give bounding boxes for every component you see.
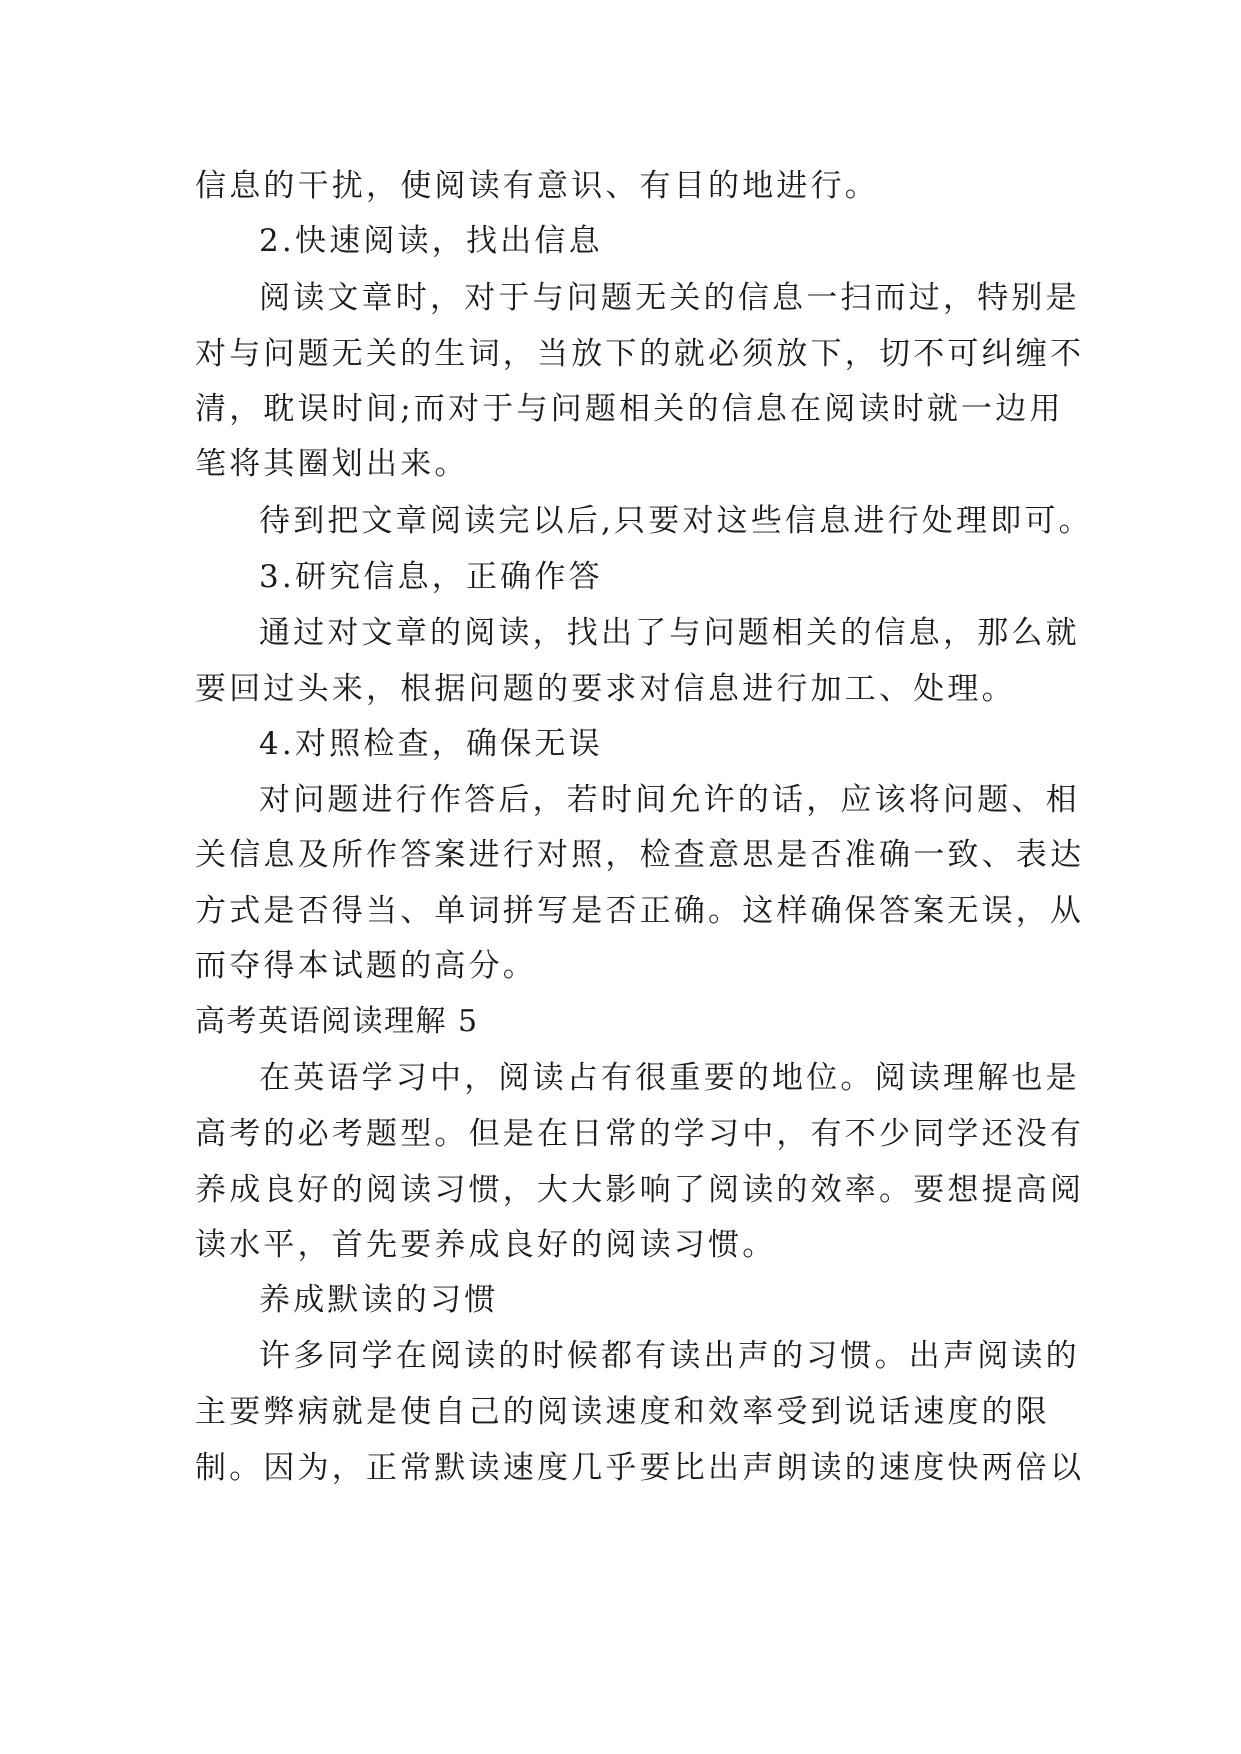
text-line: 关信息及所作答案进行对照，检查意思是否准确一致、表达 <box>195 837 1085 873</box>
text-line: 高考的必考题型。但是在日常的学习中，有不少同学还没有 <box>195 1116 1085 1152</box>
paragraph-first-line: 待到把文章阅读完以后,只要对这些信息进行处理即可。 <box>259 503 1093 539</box>
text-line: 清，耽误时间;而对于与问题相关的信息在阅读时就一边用 <box>195 391 1064 427</box>
paragraph-first-line: 通过对文章的阅读，找出了与问题相关的信息，那么就 <box>259 615 1080 651</box>
paragraph-first-line: 阅读文章时，对于与问题无关的信息一扫而过，特别是 <box>259 280 1080 316</box>
subheading-line: 养成默读的习惯 <box>259 1282 499 1318</box>
text-line: 主要弊病就是使自己的阅读速度和效率受到说话速度的限 <box>195 1394 1050 1430</box>
subheading-line: 3.研究信息，正确作答 <box>259 559 603 595</box>
text-line: 信息的干扰，使阅读有意识、有目的地进行。 <box>195 168 879 204</box>
paragraph-first-line: 许多同学在阅读的时候都有读出声的习惯。出声阅读的 <box>259 1338 1080 1374</box>
section-heading: 高考英语阅读理解 5 <box>195 1004 479 1039</box>
text-line: 笔将其圈划出来。 <box>195 446 469 482</box>
text-line: 养成良好的阅读习惯，大大影响了阅读的效率。要想提高阅 <box>195 1172 1085 1208</box>
text-line: 制。因为，正常默读速度几乎要比出声朗读的速度快两倍以 <box>195 1450 1085 1486</box>
text-line: 读水平，首先要养成良好的阅读习惯。 <box>195 1227 777 1263</box>
text-line: 要回过头来，根据问题的要求对信息进行加工、处理。 <box>195 671 1016 707</box>
paragraph-first-line: 对问题进行作答后，若时间允许的话，应该将问题、相 <box>259 782 1080 818</box>
text-line: 对与问题无关的生词，当放下的就必须放下，切不可纠缠不 <box>195 336 1085 372</box>
paragraph-first-line: 在英语学习中，阅读占有很重要的地位。阅读理解也是 <box>259 1060 1080 1096</box>
subheading-line: 4.对照检查，确保无误 <box>259 726 603 762</box>
subheading-line: 2.快速阅读，找出信息 <box>259 223 603 259</box>
text-line: 方式是否得当、单词拼写是否正确。这样确保答案无误，从 <box>195 893 1085 929</box>
text-line: 而夺得本试题的高分。 <box>195 948 537 984</box>
